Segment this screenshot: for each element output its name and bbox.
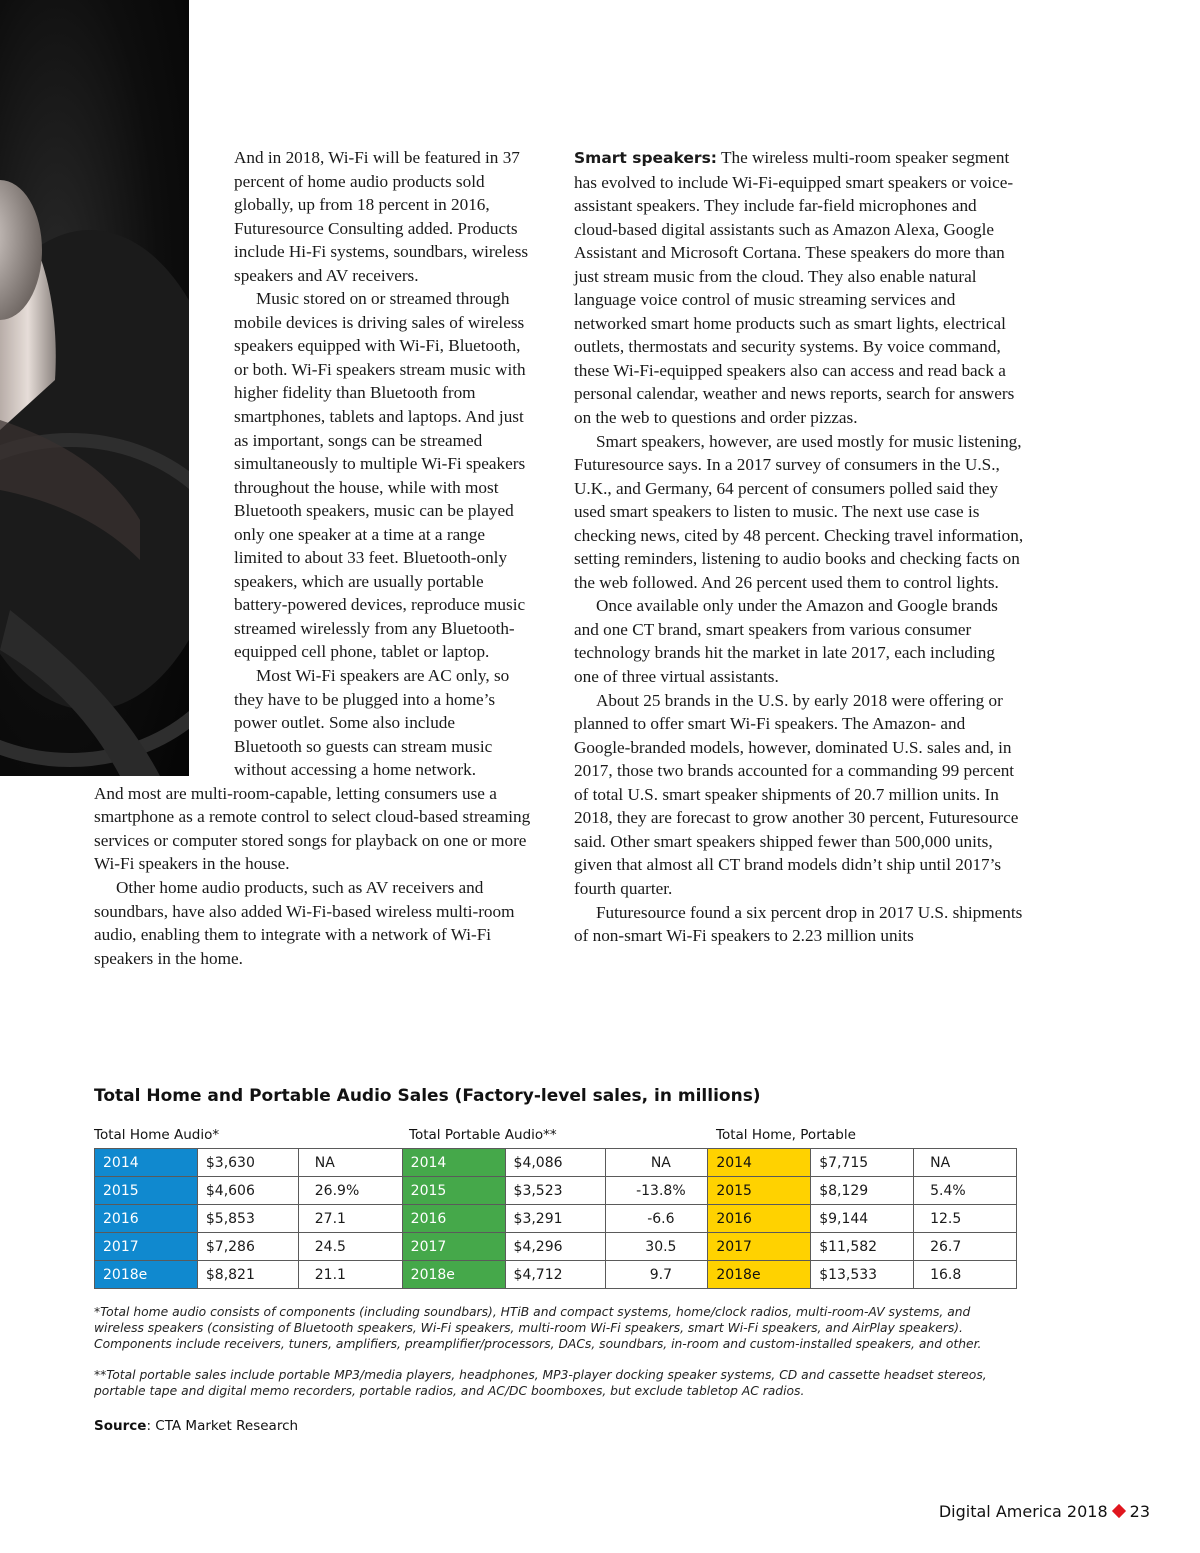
sales-table (94, 1148, 1017, 1289)
portable-year-cell: 2016 (402, 1205, 505, 1233)
total-value-cell: $8,129 (811, 1177, 914, 1205)
page-number: 23 (1129, 1502, 1150, 1521)
total-change-cell: 12.5 (914, 1205, 1017, 1233)
paragraph (574, 146, 1024, 430)
home-year-cell: 2018e (95, 1261, 198, 1289)
portable-value-cell: $3,523 (505, 1177, 606, 1205)
total-value-cell: $13,533 (811, 1261, 914, 1289)
paragraph: And in 2018, Wi-Fi will be featured in 37 percent of home audio products sold globally, up from 18 percent in 2016, Futuresource Consulting added. Products include Hi-Fi systems, soundbars, wireless speakers and AV receivers. (234, 148, 529, 285)
group-label-home: Total Home Audio* (94, 1127, 220, 1143)
portable-year-cell: 2015 (402, 1177, 505, 1205)
portable-value-cell: $4,296 (505, 1233, 606, 1261)
home-year-cell: 2015 (95, 1177, 198, 1205)
total-value-cell: $7,715 (811, 1149, 914, 1177)
total-value-cell: $9,144 (811, 1205, 914, 1233)
portable-year-cell: 2017 (402, 1233, 505, 1261)
portable-change-cell: NA (606, 1149, 708, 1177)
total-year-cell: 2016 (708, 1205, 811, 1233)
footnote-portable: **Total portable sales include portable MP3/media players, headphones, MP3-player docking speaker systems, CD and cassette headset stereos, portable tape and digital memo recorders, portable radios, and AC/DC boomboxes, but exclude tabletop AC radios. (94, 1368, 987, 1398)
total-year-cell: 2018e (708, 1261, 811, 1289)
total-value-cell: $11,582 (811, 1233, 914, 1261)
table-row (95, 1205, 1017, 1233)
portable-change-cell: -13.8% (606, 1177, 708, 1205)
publication-name: Digital America 2018 (938, 1502, 1108, 1521)
right-column (574, 146, 1024, 948)
paragraph: Other home audio products, such as AV receivers and soundbars, have also added Wi-Fi-based wireless multi-room audio, enabling them to integrate with a network of Wi-Fi speakers in the home. (94, 877, 515, 968)
paragraph: Music stored on or streamed through mobile devices is driving sales of wireless speakers equipped with Wi-Fi, Bluetooth, or both. Wi-Fi speakers stream music with higher fidelity than Bluetooth from smartphones, tablets and laptops. And just as important, songs can be streamed simultaneously to multiple Wi-Fi speakers throughout the house, while with most Bluetooth speakers, music can be played only one speaker at a time at a range limited to about 33 feet. Bluetooth-only speakers, which are usually portable battery-powered devices, reproduce music streamed wirelessly from any Bluetooth-equipped cell phone, tablet or laptop. (234, 289, 526, 662)
home-value-cell: $3,630 (197, 1149, 298, 1177)
home-year-cell: 2014 (95, 1149, 198, 1177)
home-value-cell: $5,853 (197, 1205, 298, 1233)
home-year-cell: 2017 (95, 1233, 198, 1261)
total-year-cell: 2017 (708, 1233, 811, 1261)
group-label-total: Total Home, Portable (716, 1127, 856, 1143)
portable-change-cell: -6.6 (606, 1205, 708, 1233)
section-lead-in: Smart speakers: (574, 149, 717, 167)
paragraph: Most Wi-Fi speakers are AC only, so they have to be plugged into a home’s power outlet. Some also include Bluetooth so guests can stream music without accessing a home network. (234, 666, 510, 780)
home-change-cell: 27.1 (298, 1205, 402, 1233)
total-year-cell: 2015 (708, 1177, 811, 1205)
page-footer (939, 1502, 1150, 1521)
table-row (95, 1261, 1017, 1289)
portable-value-cell: $3,291 (505, 1205, 606, 1233)
portable-change-cell: 30.5 (606, 1233, 708, 1261)
table-row (95, 1177, 1017, 1205)
portable-value-cell: $4,086 (505, 1149, 606, 1177)
diamond-icon (1112, 1504, 1126, 1518)
total-year-cell: 2014 (708, 1149, 811, 1177)
source-label: Source (94, 1418, 147, 1434)
home-value-cell: $4,606 (197, 1177, 298, 1205)
paragraph: And most are multi-room-capable, letting consumers use a smartphone as a remote control to select cloud-based streaming services or computer stored songs for playback on one or more Wi-Fi speakers in the house. (94, 783, 531, 874)
total-change-cell: NA (914, 1149, 1017, 1177)
table-row (95, 1233, 1017, 1261)
home-change-cell: 26.9% (298, 1177, 402, 1205)
total-change-cell: 26.7 (914, 1233, 1017, 1261)
group-label-portable: Total Portable Audio** (409, 1127, 557, 1143)
paragraph-text: The wireless multi-room speaker segment has evolved to include Wi-Fi-equipped smart speakers or voice-assistant speakers. They include far-field microphones and cloud-based digital assistants such as Amazon Alexa, Google Assistant and Microsoft Cortana. These speakers do more than just stream music from the cloud. They also enable natural language voice control of music streaming services and networked smart home products such as smart lights, electrical outlets, thermostats and security systems. By voice command, these Wi-Fi-equipped speakers also can access and read back a personal calendar, weather and news reports, search for answers on the web to questions and order pizzas. (574, 148, 1015, 428)
footnote-home: *Total home audio consists of components (including soundbars), HTiB and compact systems, home/clock radios, multi-room-AV systems, and wireless speakers (consisting of Bluetooth speakers, Wi-Fi speakers, multi-room Wi-Fi speakers, smart Wi-Fi speakers, and AirPlay speakers). Components include receivers, tuners, amplifiers, preamplifier/processors, DACs, soundbars, in-room and custom-installed speakers, and other. (94, 1305, 982, 1351)
source-line (94, 1418, 298, 1434)
home-change-cell: 24.5 (298, 1233, 402, 1261)
portable-value-cell: $4,712 (505, 1261, 606, 1289)
paragraph: About 25 brands in the U.S. by early 2018 were offering or planned to offer smart Wi-Fi speakers. The Amazon- and Google-branded models, however, dominated U.S. sales and, in 2017, those two brands accounted for a commanding 99 percent of total U.S. smart speaker shipments of 20.7 million units. In 2018, they are forecast to grow another 30 percent, Futuresource said. Other smart speakers shipped fewer than 500,000 units, given that almost all CT brand models didn’t ship until 2017’s fourth quarter. (574, 690, 1019, 898)
portable-year-cell: 2014 (402, 1149, 505, 1177)
home-year-cell: 2016 (95, 1205, 198, 1233)
home-change-cell: 21.1 (298, 1261, 402, 1289)
portable-year-cell: 2018e (402, 1261, 505, 1289)
home-value-cell: $7,286 (197, 1233, 298, 1261)
table-title: Total Home and Portable Audio Sales (Factory-level sales, in millions) (94, 1086, 761, 1106)
paragraph: Once available only under the Amazon and Google brands and one CT brand, smart speakers from various consumer technology brands hit the market in late 2017, each including one of three virtual assistants. (574, 596, 998, 687)
paragraph: Futuresource found a six percent drop in 2017 U.S. shipments of non-smart Wi-Fi speakers to 2.23 million units (574, 902, 1023, 946)
table-row (95, 1149, 1017, 1177)
portable-change-cell: 9.7 (606, 1261, 708, 1289)
total-change-cell: 5.4% (914, 1177, 1017, 1205)
home-value-cell: $8,821 (197, 1261, 298, 1289)
paragraph: Smart speakers, however, are used mostly for music listening, Futuresource says. In a 2017 survey of consumers in the U.S., U.K., and Germany, 64 percent of consumers polled said they used smart speakers to listen to music. The next use case is checking news, cited by 48 percent. Checking travel information, setting reminders, listening to audio books and checking facts on the web followed. And 26 percent used them to control lights. (574, 431, 1024, 592)
total-change-cell: 16.8 (914, 1261, 1017, 1289)
home-change-cell: NA (298, 1149, 402, 1177)
left-column (94, 146, 544, 970)
source-text: : CTA Market Research (146, 1418, 299, 1434)
